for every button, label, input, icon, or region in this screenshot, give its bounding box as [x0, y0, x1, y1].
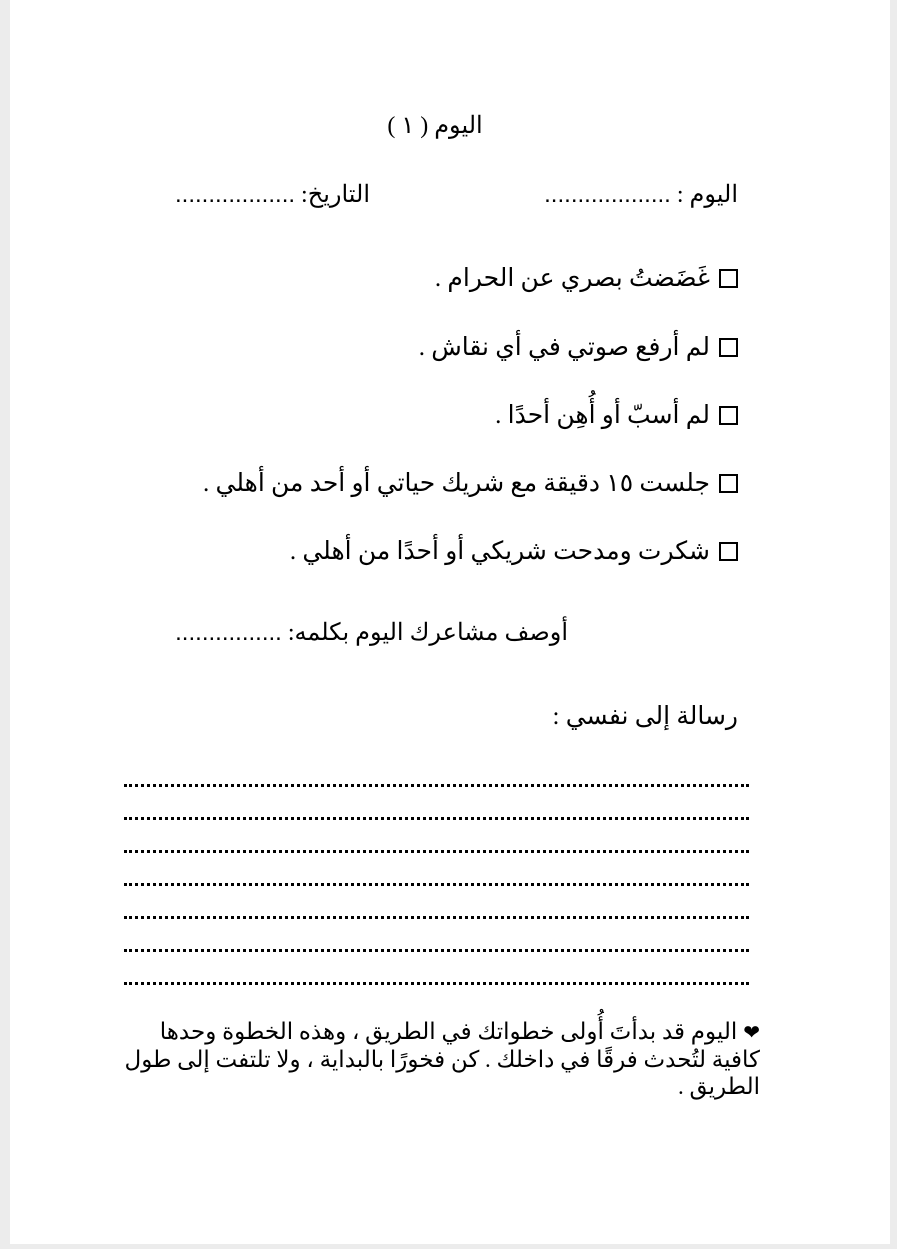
message-line[interactable]: [124, 850, 749, 853]
date-blank[interactable]: ..................: [175, 181, 296, 208]
day-blank[interactable]: ...................: [544, 181, 671, 208]
page-title: اليوم ( ١ ): [387, 113, 483, 139]
checkbox[interactable]: [719, 406, 738, 425]
checklist-item: [435, 261, 738, 295]
motivation-text: اليوم قد بدأتَ أُولى خطواتك في الطريق ، وهذه الخطوة وحدها كافية لتُحدث فرقًا في داخلك . كن فخورًا بالبداية ، ولا تلتفت إلى طول الطريق .: [124, 1019, 760, 1099]
checklist-item-text: لم أسبّ أو أُهِن أحدًا .: [495, 402, 710, 429]
day-field: [544, 180, 738, 209]
message-line[interactable]: [124, 784, 749, 787]
feelings-blank[interactable]: ................: [175, 619, 282, 646]
checklist-item: [419, 330, 738, 364]
date-label: التاريخ:: [295, 182, 370, 208]
checklist-item-text: جلست ١٥ دقيقة مع شريك حياتي أو أحد من أهلي .: [203, 470, 710, 497]
checkbox[interactable]: [719, 474, 738, 493]
checkbox[interactable]: [719, 338, 738, 357]
message-line[interactable]: [124, 916, 749, 919]
message-line[interactable]: [124, 982, 749, 985]
message-line[interactable]: [124, 949, 749, 952]
checklist-item-text: شكرت ومدحت شريكي أو أحدًا من أهلي .: [289, 538, 710, 565]
checkbox[interactable]: [719, 269, 738, 288]
checklist-item-text: غَضَضتُ بصري عن الحرام .: [434, 265, 710, 292]
message-line[interactable]: [124, 817, 749, 820]
day-label: اليوم :: [670, 182, 738, 208]
feelings-label: أوصف مشاعرك اليوم بكلمه:: [281, 620, 568, 646]
worksheet-page: [10, 0, 890, 1244]
checkbox[interactable]: [719, 542, 738, 561]
motivation-note: [124, 1018, 760, 1100]
heart-icon: ❤: [743, 1020, 760, 1044]
checklist-item: [203, 466, 738, 500]
date-field: [175, 180, 370, 209]
checklist-item: [290, 534, 738, 568]
message-label: رسالة إلى نفسي :: [552, 703, 738, 730]
checklist-item: [495, 398, 738, 432]
feelings-field: [175, 618, 568, 647]
checklist-item-text: لم أرفع صوتي في أي نقاش .: [418, 334, 710, 361]
message-line[interactable]: [124, 883, 749, 886]
